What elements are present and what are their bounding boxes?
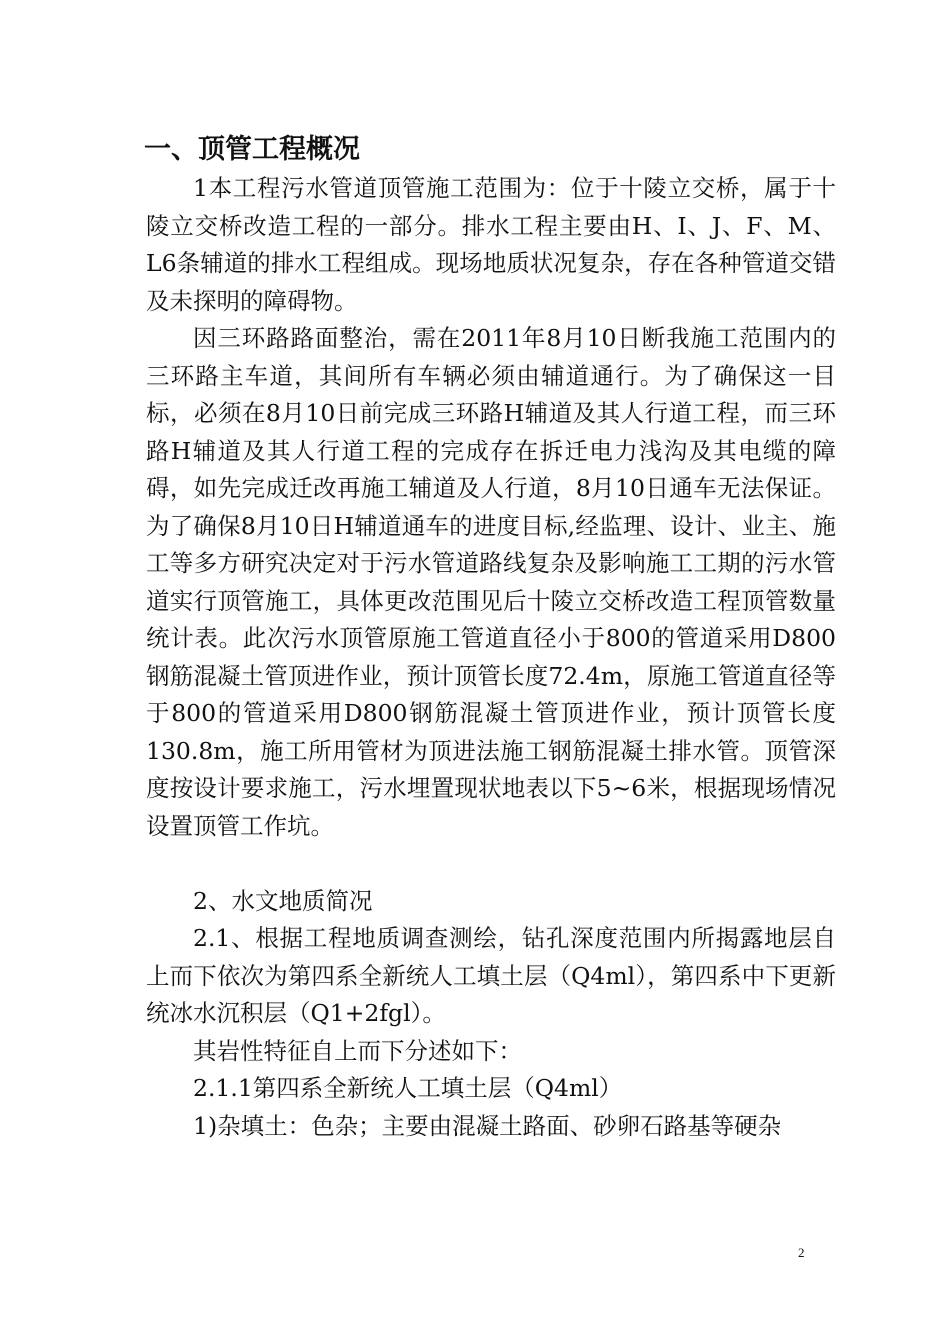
subsection-heading-hydrogeology: 2、水文地质简况 bbox=[193, 886, 373, 915]
paragraph-scope: 1本工程污水管道顶管施工范围为：位于十陵立交桥，属于十陵立交桥改造工程的一部分。排水工程主要由H、I、J、F、M、L6条辅道的排水工程组成。现场地质状况复杂，存在各种管道交错及未探明的障碍物。 bbox=[146, 174, 836, 315]
paragraph-lithology-intro: 其岩性特征自上而下分述如下： bbox=[193, 1036, 522, 1065]
body-text bbox=[146, 170, 836, 1145]
page-number: 2 bbox=[798, 1245, 805, 1260]
subsection-heading-fill-layer: 2.1.1第四系全新统人工填土层（Q4ml） bbox=[193, 1074, 623, 1102]
paragraph-reason: 因三环路路面整治，需在2011年8月10日断我施工范围内的三环路主车道，其间所有车辆必须由辅道通行。为了确保这一目标，必须在8月10日前完成三环路H辅道及其人行道工程，而三环路H辅道及其人行道工程的完成存在拆迁电力浅沟及其电缆的障碍，如先完成迁改再施工辅道及人行道，8月10日通车无法保证。为了确保8月10日H辅道通车的进度目标,经监理、设计、业主、施工等多方研究决定对于污水管道路线复杂及影响施工工期的污水管道实行顶管施工，具体更改范围见后十陵立交桥改造工程顶管数量统计表。此次污水顶管原施工管道直径小于800的管道采用D800钢筋混凝土管顶进作业，预计顶管长度72.4m，原施工管道直径等于800的管道采用D800钢筋混凝土管顶进作业，预计顶管长度130.8m，施工所用管材为顶进法施工钢筋混凝土排水管。顶管深度按设计要求施工，污水埋置现状地表以下5~6米，根据现场情况设置顶管工作坑。 bbox=[146, 324, 836, 840]
blank-line bbox=[146, 845, 836, 883]
paragraph-strata: 2.1、根据工程地质调查测绘，钻孔深度范围内所揭露地层自上而下依次为第四系全新统人工填土层（Q4ml），第四系中下更新统冰水沉积层（Q1+2fgl）。 bbox=[146, 924, 836, 1027]
paragraph-miscellaneous-fill: 1)杂填土：色杂；主要由混凝土路面、砂卵石路基等硬杂 bbox=[193, 1111, 782, 1140]
section-heading: 一、顶管工程概况 bbox=[144, 134, 360, 165]
